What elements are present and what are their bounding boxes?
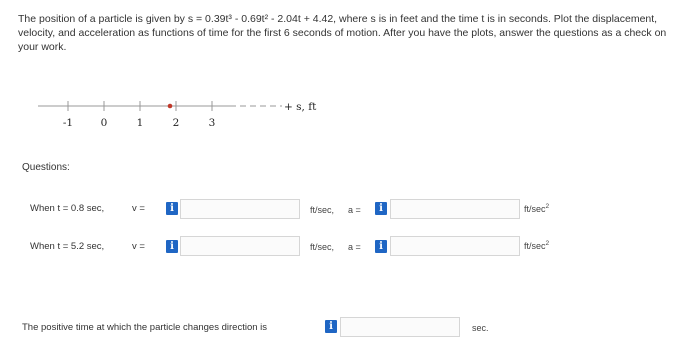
velocity-label: v = <box>132 203 145 214</box>
question-3-prompt: The positive time at which the particle changes direction is <box>22 322 268 333</box>
velocity-label: v = <box>132 241 145 252</box>
info-icon[interactable]: i <box>375 202 387 215</box>
velocity-unit: ft/sec, <box>310 205 335 215</box>
question-1-prompt: When t = 0.8 sec, <box>30 203 105 214</box>
questions-heading: Questions: <box>22 162 70 173</box>
acceleration-input-1[interactable] <box>390 199 520 219</box>
acceleration-unit: $ft/\sec^2$ <box>524 203 550 214</box>
acceleration-input-2[interactable] <box>390 236 520 256</box>
tick-label: 1 <box>136 117 144 129</box>
info-icon[interactable]: i <box>166 202 178 215</box>
question-2-prompt: When t = 5.2 sec, <box>30 241 105 252</box>
info-icon[interactable]: i <box>325 320 337 333</box>
problem-statement: The position of a particle is given by s = 0.39t³ - 0.69t² - 2.04t + 4.42, where s is in feet and the time t is in seconds. Plot the displacement, velocity, and acceleration as functions of time for the first 6 seconds of motion. After you have the plots, answer the questions as a check on your work. <box>18 13 667 53</box>
acceleration-unit: $ft/\sec^2$ <box>524 240 550 251</box>
position-axis <box>30 96 360 132</box>
axis-title: + s, ft <box>284 101 317 113</box>
velocity-input-1[interactable] <box>180 199 300 219</box>
info-icon[interactable]: i <box>375 240 387 253</box>
tick-label: 2 <box>172 117 180 129</box>
velocity-input-2[interactable] <box>180 236 300 256</box>
velocity-unit: ft/sec, <box>310 242 335 252</box>
particle-marker <box>168 104 173 109</box>
time-unit: sec. <box>472 323 489 333</box>
tick-label: 0 <box>100 117 108 129</box>
tick-label: 3 <box>208 117 216 129</box>
acceleration-label: a = <box>348 205 361 215</box>
tick-label: -1 <box>62 117 74 129</box>
acceleration-label: a = <box>348 242 361 252</box>
position-axis-svg <box>30 96 360 132</box>
direction-change-time-input[interactable] <box>340 317 460 337</box>
info-icon[interactable]: i <box>166 240 178 253</box>
